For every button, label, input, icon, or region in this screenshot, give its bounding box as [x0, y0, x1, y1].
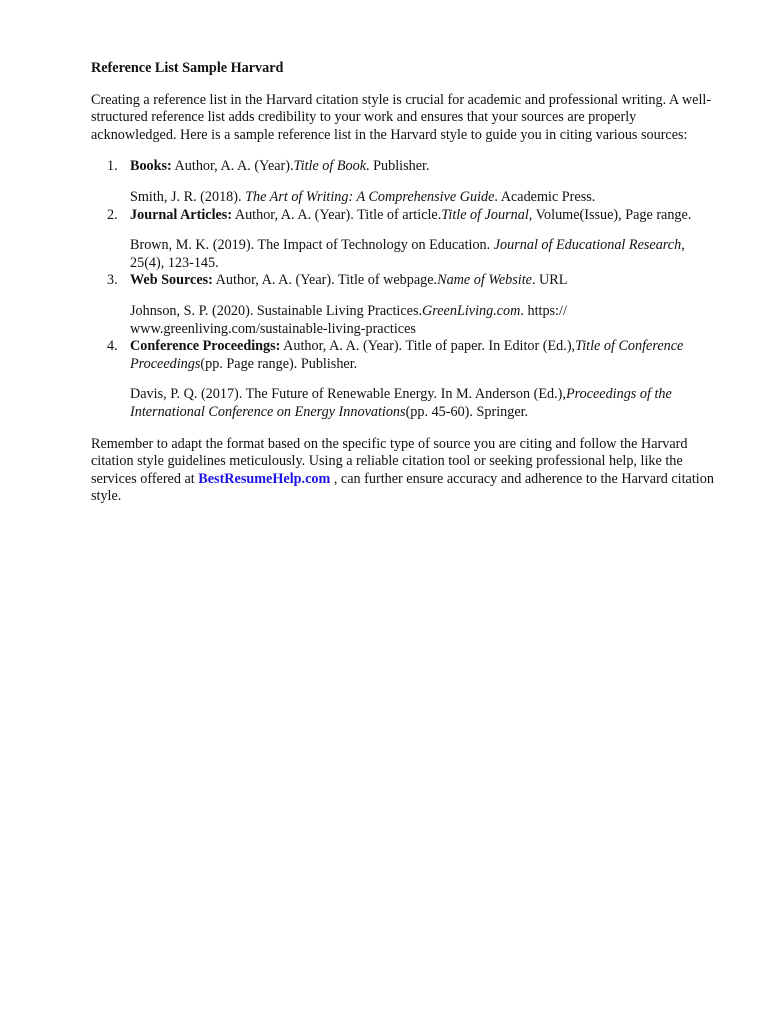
example-text-end: . https:// www.greenliving.com/sustainable-living-practices: [130, 302, 567, 337]
example-citation: [130, 189, 721, 207]
format-text-end: , Volume(Issue), Page range.: [528, 206, 692, 223]
list-number: 2.: [107, 206, 118, 223]
example-text: Smith, J. R. (2018).: [130, 188, 246, 205]
example-text: Johnson, S. P. (2020). Sustainable Living Practices.: [130, 302, 423, 319]
document-title: Reference List Sample Harvard: [91, 60, 284, 76]
example-italic: Journal of Educational Research: [493, 237, 682, 254]
item-heading: Conference Proceedings:: [130, 338, 281, 355]
format-text: Author, A. A. (Year). Title of webpage.: [212, 272, 438, 289]
example-text-end: , 25(4), 123-145.: [130, 237, 685, 271]
example-text-end: (pp. 45-60). Springer.: [405, 403, 529, 420]
format-text: Author, A. A. (Year).: [171, 158, 294, 175]
format-text: Author, A. A. (Year). Title of paper. In Editor (Ed.),: [280, 338, 576, 355]
document-page: [91, 60, 721, 506]
format-line: [130, 207, 721, 225]
bestresumehelp-link[interactable]: BestResumeHelp.com: [198, 470, 331, 487]
list-number: 4.: [107, 338, 118, 355]
list-number: 1.: [107, 158, 118, 175]
format-italic: Name of Website: [437, 272, 532, 289]
item-heading: Books:: [130, 158, 172, 175]
format-text-end: . URL: [531, 272, 568, 289]
list-item-books: [91, 158, 721, 206]
item-heading: Journal Articles:: [130, 206, 233, 223]
closing-text-end: , can further ensure accuracy and adherence to the Harvard citation style.: [91, 470, 714, 505]
reference-list: [91, 158, 721, 421]
item-heading: Web Sources:: [130, 272, 213, 289]
closing-text: Remember to adapt the format based on the specific type of source you are citing and follow the Harvard citation style guidelines meticulously. Using a reliable citation tool or seeking professional help, like the services offered at: [91, 435, 688, 487]
format-line: [130, 158, 721, 176]
format-text-end: . Publisher.: [366, 158, 430, 175]
closing-paragraph: [91, 436, 721, 506]
format-line: [130, 338, 721, 373]
format-line: [130, 272, 721, 290]
list-item-conference-proceedings: [91, 338, 721, 421]
example-text: Davis, P. Q. (2017). The Future of Renewable Energy. In M. Anderson (Ed.),: [130, 386, 566, 403]
format-text: Author, A. A. (Year). Title of article.: [232, 206, 442, 223]
example-italic: Proceedings of the International Conference on Energy Innovations: [130, 386, 672, 420]
intro-paragraph: Creating a reference list in the Harvard citation style is crucial for academic and professional writing. A well-structured reference list adds credibility to your work and ensures that your sources are properly acknowledged. Here is a sample reference list in the Harvard style to guide you in citing various sources:: [91, 91, 712, 143]
example-citation: [130, 303, 721, 338]
example-italic: GreenLiving.com: [422, 302, 521, 319]
example-text-end: . Academic Press.: [494, 188, 596, 205]
list-item-journal-articles: [91, 207, 721, 273]
example-text: Brown, M. K. (2019). The Impact of Technology on Education.: [130, 237, 494, 254]
example-italic: The Art of Writing: A Comprehensive Guide: [245, 188, 495, 205]
format-italic: Title of Conference Proceedings: [130, 338, 684, 372]
example-citation: [130, 386, 721, 421]
format-italic: Title of Journal: [441, 206, 529, 223]
list-item-web-sources: [91, 272, 721, 338]
list-number: 3.: [107, 272, 118, 289]
format-text-end: (pp. Page range). Publisher.: [200, 355, 358, 372]
example-citation: [130, 237, 721, 272]
format-italic: Title of Book: [293, 158, 367, 175]
